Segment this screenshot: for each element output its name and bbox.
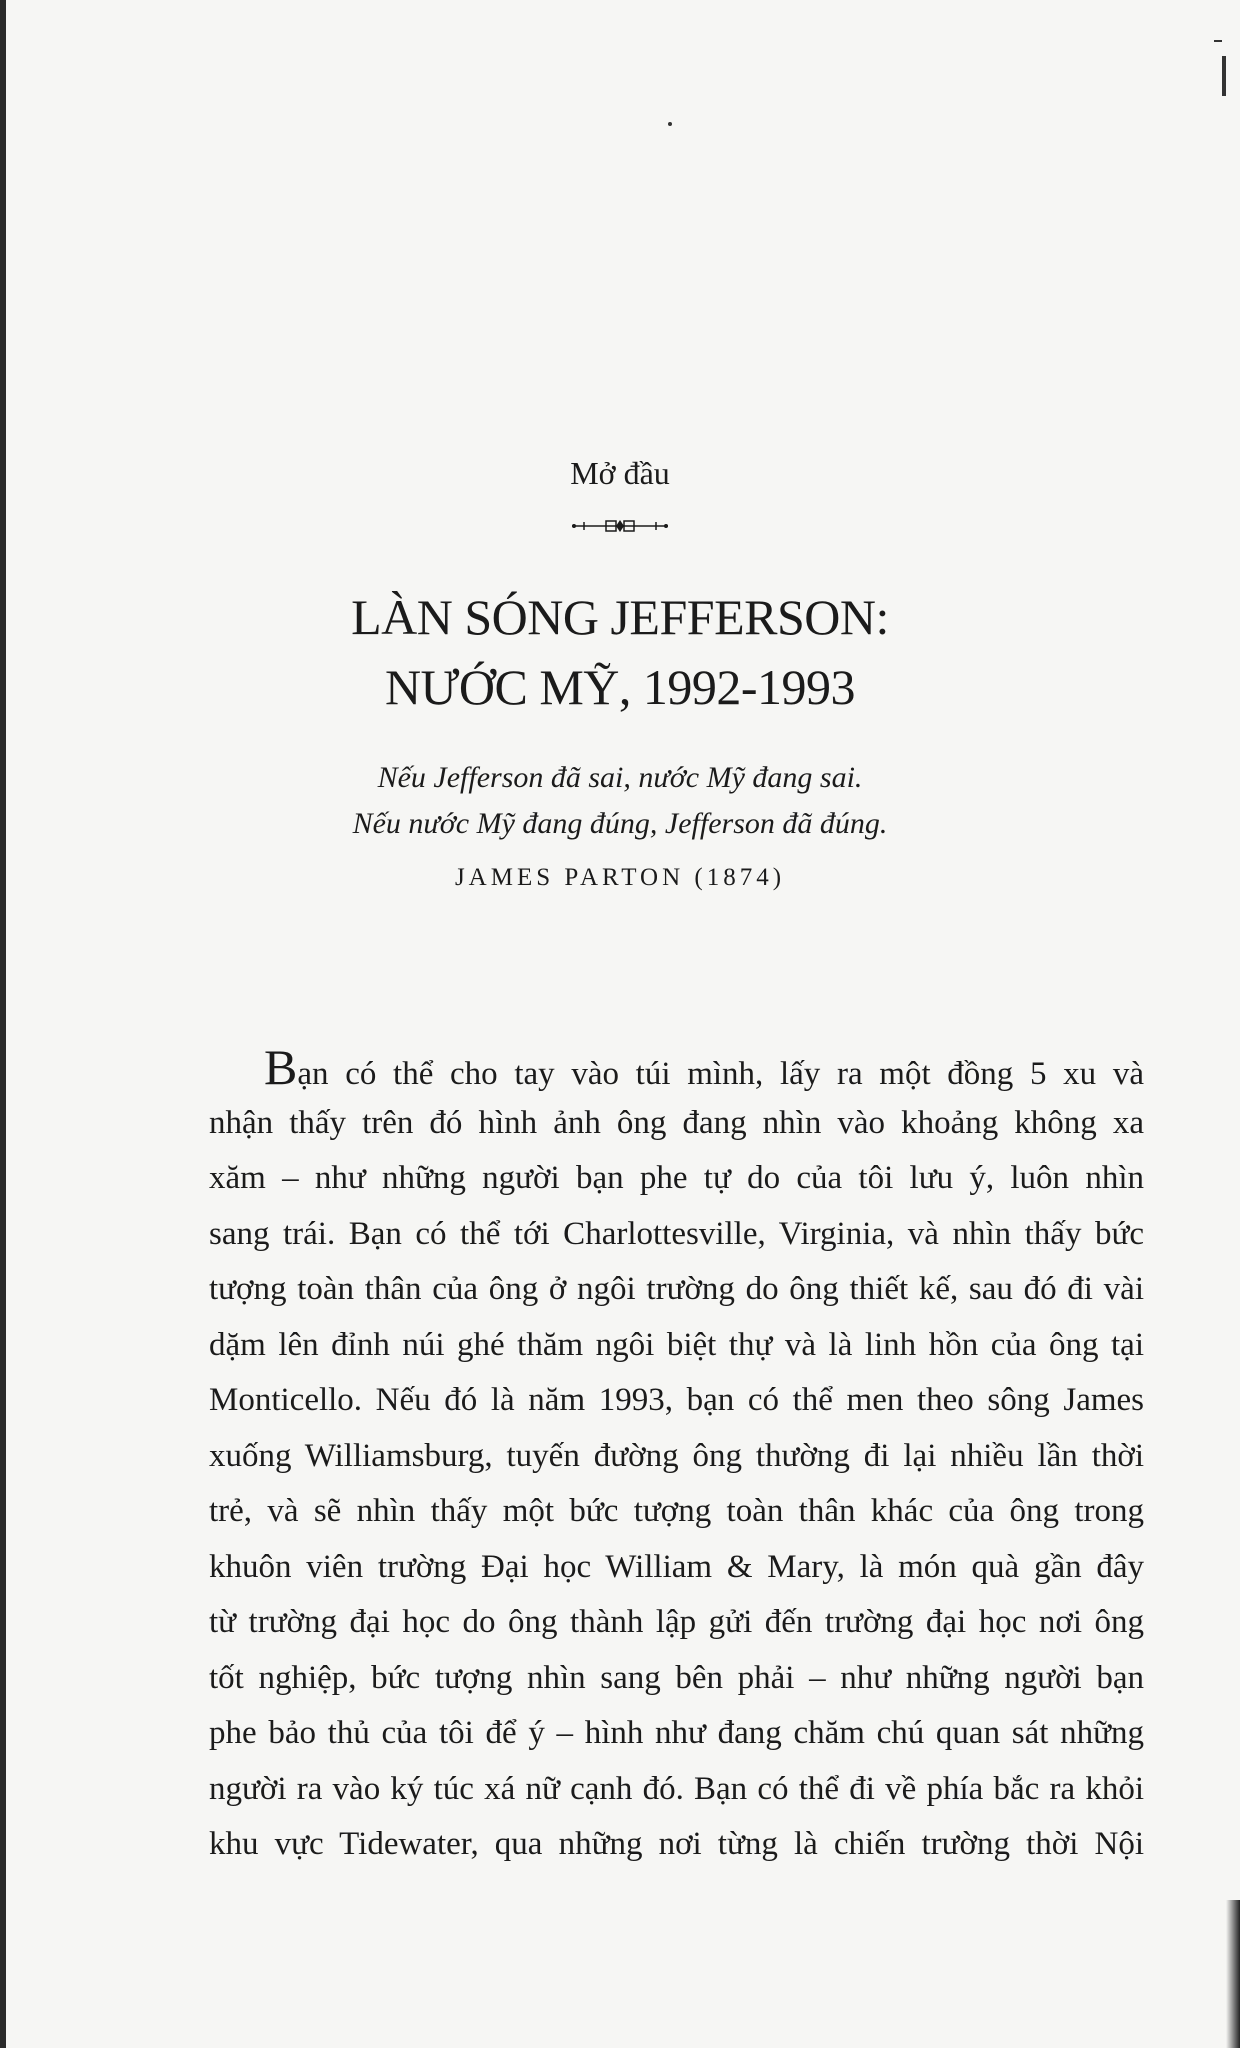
body-line: trẻ, và sẽ nhìn thấy một bức tượng toàn thân khác của ông trong: [209, 1493, 1144, 1529]
body-line: phe bảo thủ của tôi để ý – hình như đang chăm chú quan sát những: [209, 1715, 1144, 1751]
epigraph-attribution: JAMES PARTON (1874): [454, 864, 786, 891]
body-line: tốt nghiệp, bức tượng nhìn sang bên phải – như những người bạn: [209, 1659, 1144, 1696]
body-line: khu vực Tidewater, qua những nơi từng là chiến trường thời Nội: [209, 1826, 1144, 1862]
page-binding-edge: [0, 0, 6, 2048]
ornament-divider-icon: [0, 518, 1240, 534]
chapter-title-line: NƯỚC MỸ, 1992-1993: [384, 659, 856, 715]
body-line: người ra vào ký túc xá nữ cạnh đó. Bạn có thể đi về phía bắc ra khỏi: [209, 1770, 1144, 1807]
body-text: [209, 1040, 1144, 1873]
body-line: khuôn viên trường Đại học William & Mary, là món quà gần đây: [209, 1548, 1144, 1585]
body-line: xăm – như những người bạn phe tự do của tôi lưu ý, luôn nhìn: [209, 1160, 1144, 1196]
chapter-label: Mở đầu: [570, 455, 670, 491]
body-line: từ trường đại học do ông thành lập gửi đến trường đại học nơi ông: [209, 1604, 1144, 1640]
body-line: xuống Williamsburg, tuyến đường ông thường đi lại nhiều lần thời: [209, 1437, 1144, 1474]
body-line: nhận thấy trên đó hình ảnh ông đang nhìn vào khoảng không xa: [209, 1104, 1144, 1141]
epigraph-line: Nếu nước Mỹ đang đúng, Jefferson đã đúng.: [352, 807, 888, 840]
body-line: Monticello. Nếu đó là năm 1993, bạn có thể men theo sông James: [209, 1382, 1144, 1418]
page-corner-shadow: [1226, 1900, 1240, 2048]
page-edge-mark: [1212, 40, 1226, 100]
body-line: Bạn có thể cho tay vào túi mình, lấy ra một đồng 5 xu và: [264, 1039, 1144, 1095]
body-line: dặm lên đỉnh núi ghé thăm ngôi biệt thự và là linh hồn của ông tại: [209, 1326, 1144, 1363]
epigraph-line: Nếu Jefferson đã sai, nước Mỹ đang sai.: [377, 761, 863, 794]
chapter-title-line: LÀN SÓNG JEFFERSON:: [351, 589, 889, 645]
ink-dot: [668, 122, 672, 126]
chapter-title: [0, 582, 1240, 722]
body-line: sang trái. Bạn có thể tới Charlottesville, Virginia, và nhìn thấy bức: [209, 1215, 1144, 1252]
drop-cap: B: [264, 1039, 298, 1095]
body-line: tượng toàn thân của ông ở ngôi trường do ông thiết kế, sau đó đi vài: [209, 1271, 1144, 1307]
epigraph: [0, 755, 1240, 847]
